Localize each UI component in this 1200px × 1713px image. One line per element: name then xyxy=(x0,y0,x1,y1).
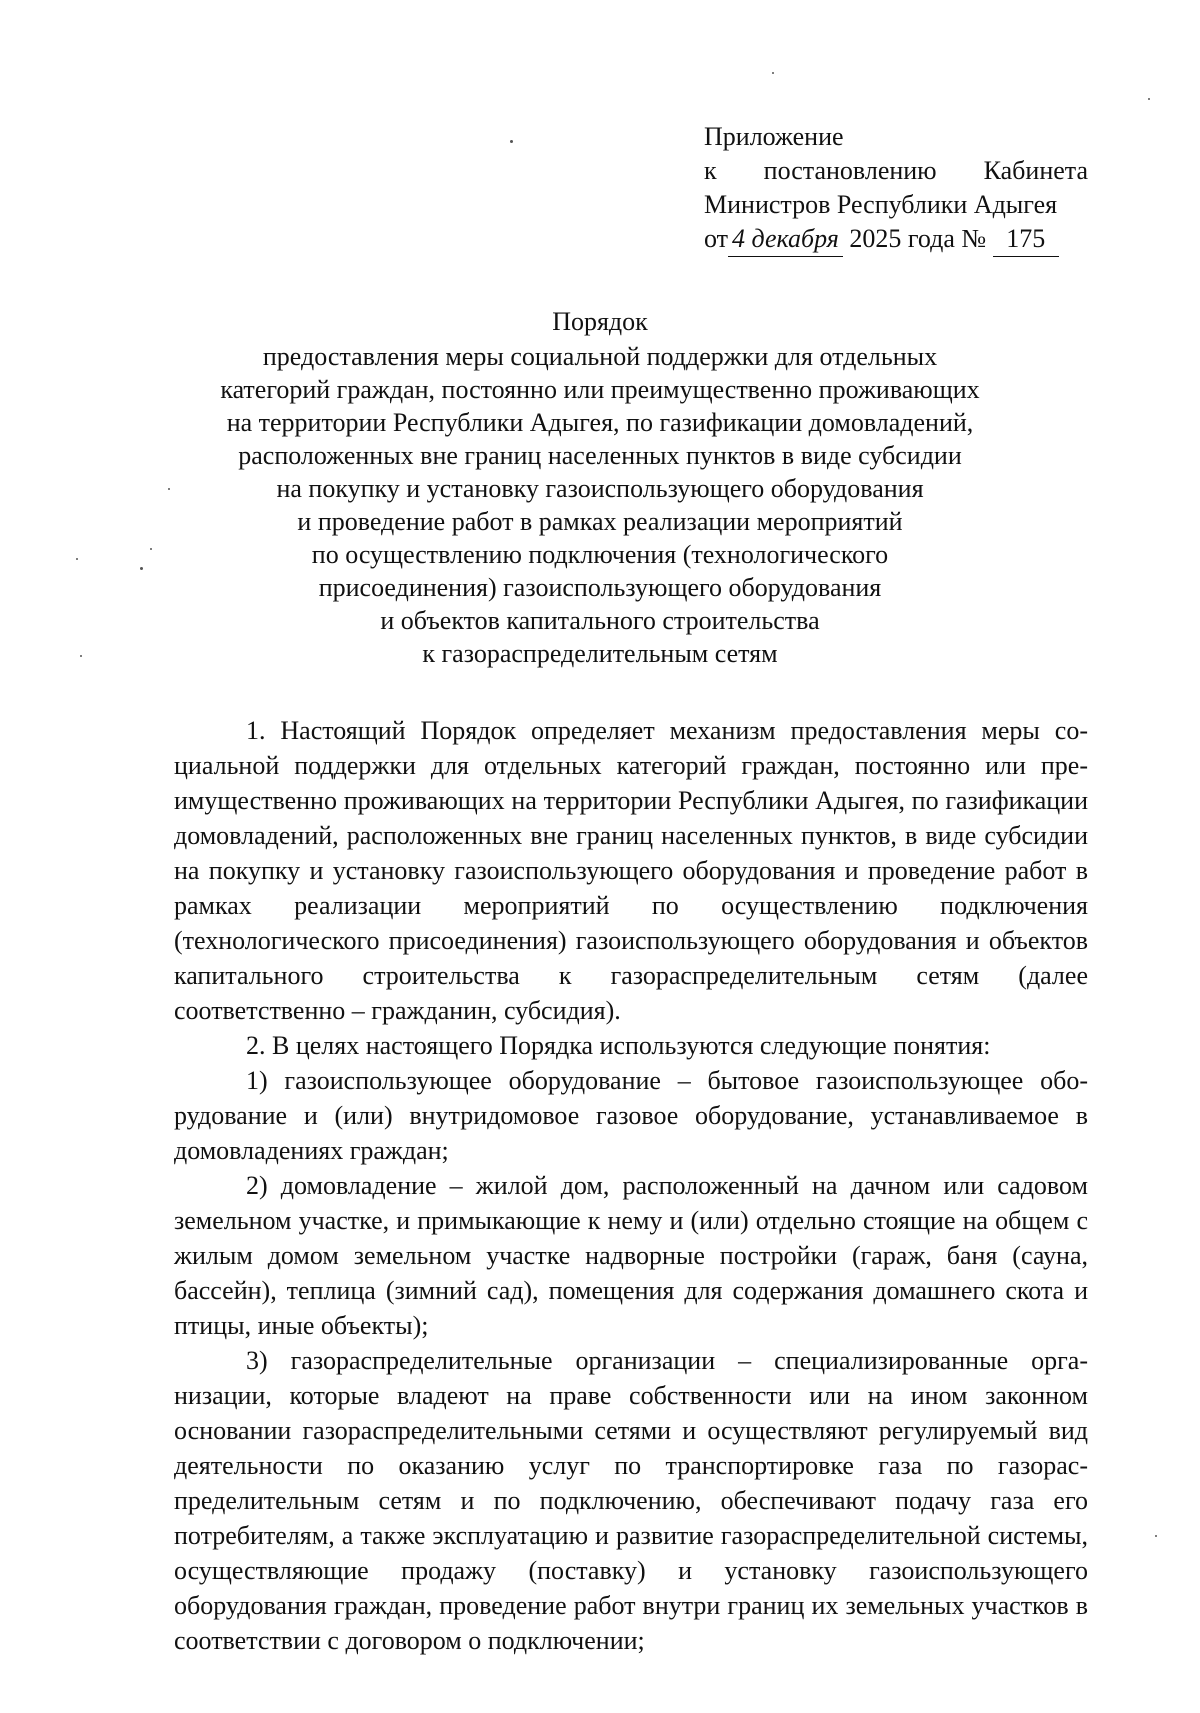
appendix-label: Приложение xyxy=(704,122,844,151)
appendix-date-line xyxy=(704,222,1088,257)
scan-speck xyxy=(168,488,170,490)
decree-number: 175 xyxy=(993,222,1059,257)
title-line: и проведение работ в рамках реализации мероприятий xyxy=(297,507,903,536)
scan-speck xyxy=(772,72,774,74)
scan-speck xyxy=(150,548,152,550)
title-line: по осуществлению подключения (технологического xyxy=(311,540,889,569)
scan-speck xyxy=(80,655,82,657)
appendix-decree-line xyxy=(704,154,1088,188)
title-heading: Порядок xyxy=(552,307,648,336)
date-prefix: от xyxy=(704,224,729,253)
scan-speck xyxy=(140,567,143,570)
paragraph-1: 1. Настоящий Порядок определяет механизм предоставления меры социальной поддержки для отдельных категорий граждан, постоянно или преимущественно проживающих на территории Республики Адыгея, по газификации домовладений, расположенных вне границ населенных пунктов, в виде субсидии на покупку и установку газоиспользующего оборудования и проведение работ в рамках реализации мероприятий по осуществлению подключения (технологического присоединения) газоиспользующего оборудования и объектов капитального строительства к газораспределительным сетям (далее соответственно – гражданин, субсидия). xyxy=(174,716,1088,1025)
appendix-word-decree: постановлению xyxy=(763,156,937,185)
handwritten-date: 4 декабря xyxy=(728,222,843,257)
appendix-word-k: к xyxy=(704,156,717,185)
title-line: на территории Республики Адыгея, по газификации домовладений, xyxy=(226,408,974,437)
appendix-header xyxy=(704,120,1088,257)
document-title xyxy=(120,305,1080,670)
appendix-word-cabinet: Кабинета xyxy=(983,156,1088,185)
title-line: к газораспределительным сетям xyxy=(422,639,778,668)
appendix-ministers-line: Министров Республики Адыгея xyxy=(704,190,1058,219)
title-line: и объектов капитального строительства xyxy=(380,606,820,635)
definition-3: 3) газораспределительные организации – специализированные организации, которые владеют на праве собственности или на ином законном основании газораспределительными сетями и осуществляют регулируемый вид деятельности по оказанию услуг по транспортировке газа по газораспределительным сетям и по подключению, обеспечивают подачу газа его потребителям, а также эксплуатацию и развитие газораспределительной системы, осуществляющие продажу (поставку) и установку газоиспользующего оборудования граждан, проведение работ внутри границ их земельных участков в соответствии с договором о подключении; xyxy=(174,1346,1088,1655)
definition-2: 2) домовладение – жилой дом, расположенный на дачном или садовом земельном участке, и примыкающие к нему и (или) отдельно стоящие на общем с жилым домом земельном участке надворные постройки (гараж, баня (сауна, бассейн), теплица (зимний сад), помещения для содержания домашнего скота и птицы, иные объекты); xyxy=(174,1171,1088,1340)
scan-speck xyxy=(1148,98,1150,100)
document-body xyxy=(174,713,1088,1658)
date-year: 2025 года № xyxy=(849,224,987,253)
paragraph-2: 2. В целях настоящего Порядка используются следующие понятия: xyxy=(246,1031,991,1060)
title-line: присоединения) газоиспользующего оборудования xyxy=(318,573,882,602)
definition-1: 1) газоиспользующее оборудование – бытовое газоиспользующее оборудование и (или) внутридомовое газовое оборудование, устанавливаемое в домовладениях граждан; xyxy=(174,1066,1088,1165)
scan-speck xyxy=(1155,1535,1157,1537)
title-line: расположенных вне границ населенных пунктов в виде субсидии xyxy=(238,441,962,470)
title-line: предоставления меры социальной поддержки для отдельных xyxy=(262,342,938,371)
title-line: на покупку и установку газоиспользующего оборудования xyxy=(276,474,924,503)
scan-speck xyxy=(76,558,78,560)
scan-speck xyxy=(510,140,513,143)
title-line: категорий граждан, постоянно или преимущественно проживающих xyxy=(220,375,980,404)
